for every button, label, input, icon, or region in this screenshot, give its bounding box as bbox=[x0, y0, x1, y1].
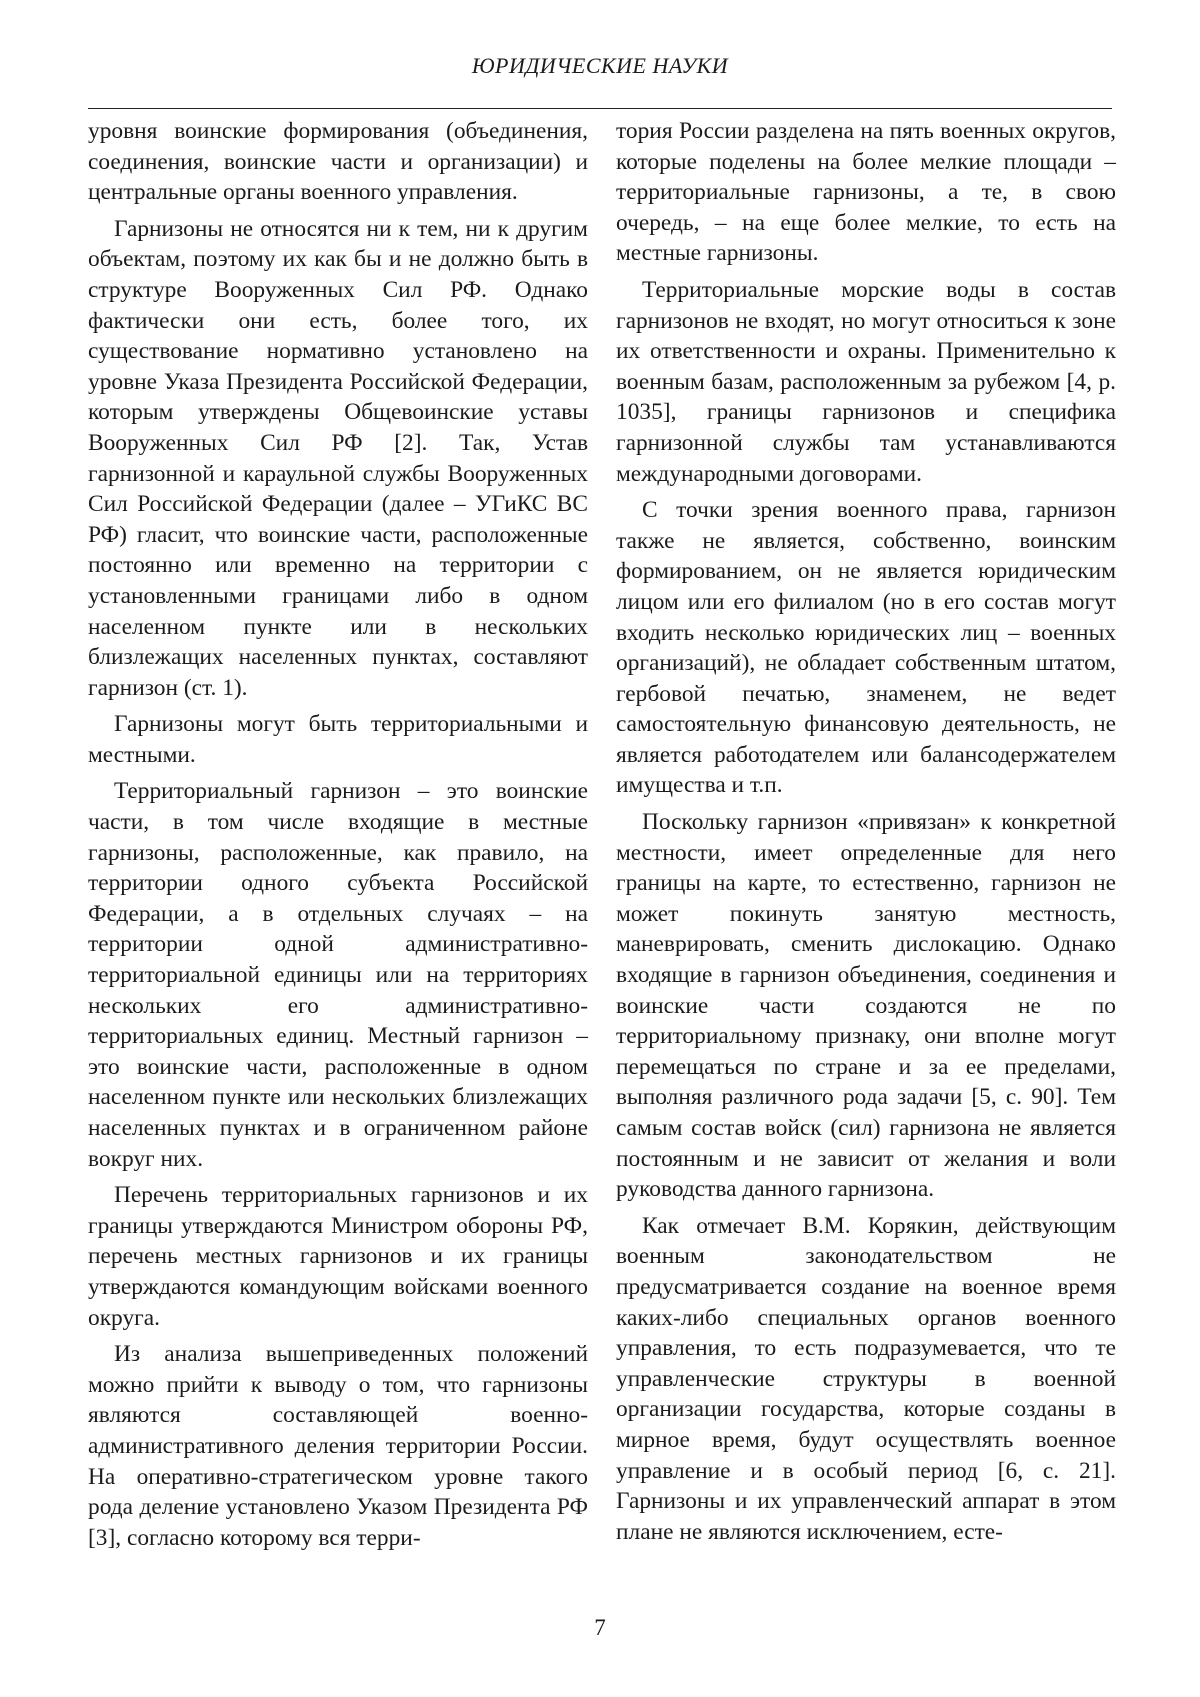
right-column bbox=[616, 116, 1116, 1553]
paragraph: Гарнизоны могут быть территориальными и местными. bbox=[88, 711, 588, 768]
running-title: ЮРИДИЧЕСКИЕ НАУКИ bbox=[471, 53, 729, 78]
paragraph: Из анализа вышеприведенных положений можно прийти к выводу о том, что гарнизоны являются составляющей военно-административного деления территории России. На оперативно-стратегическом уровне такого рода деление установлено Указом Президента РФ [3], согласно которому вся терри- bbox=[88, 1341, 588, 1551]
paragraph: тория России разделена на пять военных округов, которые поделены на более мелкие площади – территориальные гарнизоны, а те, в свою очередь, – на еще более мелкие, то есть на местные гарнизоны. bbox=[616, 118, 1116, 267]
left-column bbox=[88, 116, 588, 1559]
paragraph: Гарнизоны не относятся ни к тем, ни к другим объектам, поэтому их как бы и не должно быть в структуре Вооруженных Сил РФ. Однако фактически они есть, более того, их существование нормативно установлено на уровне Указа Президента Российской Федерации, которым утверждены Общевоинские уставы Вооруженных Сил РФ [2]. Так, Устав гарнизонной и караульной службы Вооруженных Сил Российской Федерации (далее – УГиКС ВС РФ) гласит, что воинские части, расположенные постоянно или временно на территории с установленными границами либо в одном населенном пункте или в нескольких близлежащих населенных пунктах, составляют гарнизон (ст. 1). bbox=[88, 215, 588, 701]
paragraph: Территориальные морские воды в состав гарнизонов не входят, но могут относиться к зоне их ответственности и охраны. Применительно к военным базам, расположенным за рубежом [4, p. 1035], границы гарнизонов и специфика гарнизонной службы там устанавливаются международными договорами. bbox=[616, 276, 1116, 487]
header-rule bbox=[88, 108, 1112, 109]
page-number: 7 bbox=[594, 1615, 606, 1640]
paragraph: Поскольку гарнизон «привязан» к конкретной местности, имеет определенные для него границы на карте, то естественно, гарнизон не может покинуть занятую местность, маневрировать, сменить дислокацию. Однако входящие в гарнизон объединения, соединения и воинские части создаются не по территориальному признаку, они вполне могут перемещаться по стране и за ее пределами, выполняя различного рода задачи [5, с. 90]. Тем самым состав войск (сил) гарнизона не является постоянным и не зависит от желания и воли руководства данного гарнизона. bbox=[616, 809, 1116, 1203]
paragraph: С точки зрения военного права, гарнизон также не является, собственно, воинским формированием, он не является юридическим лицом или его филиалом (но в его состав могут входить несколько юридических лиц – военных организаций), не обладает собственным штатом, гербовой печатью, знаменем, не ведет самостоятельную финансовую деятельность, не является работодателем или балансодержателем имущества и т.п. bbox=[616, 497, 1116, 799]
paragraph: Как отмечает В.М. Корякин, действующим военным законодательством не предусматривается создание на военное время каких-либо специальных органов военного управления, то есть подразумевается, что те управленческие структуры в военной организации государства, которые созданы в мирное время, будут осуществлять военное управление и в особый период [6, с. 21]. Гарнизоны и их управленческий аппарат в этом плане не являются исключением, есте- bbox=[616, 1212, 1116, 1545]
paragraph: Перечень территориальных гарнизонов и их границы утверждаются Министром обороны РФ, перечень местных гарнизонов и их границы утверждаются командующим войсками военного округа. bbox=[88, 1182, 588, 1331]
paragraph: Территориальный гарнизон – это воинские части, в том числе входящие в местные гарнизоны, расположенные, как правило, на территории одного субъекта Российской Федерации, а в отдельных случаях – на территории одной административно-территориальной единицы или на территориях нескольких его административно-территориальных единиц. Местный гарнизон – это воинские части, расположенные в одном населенном пункте или нескольких близлежащих населенных пунктах и в ограниченном районе вокруг них. bbox=[88, 778, 588, 1172]
paragraph: уровня воинские формирования (объединения, соединения, воинские части и организации) и центральные органы военного управления. bbox=[88, 118, 588, 206]
